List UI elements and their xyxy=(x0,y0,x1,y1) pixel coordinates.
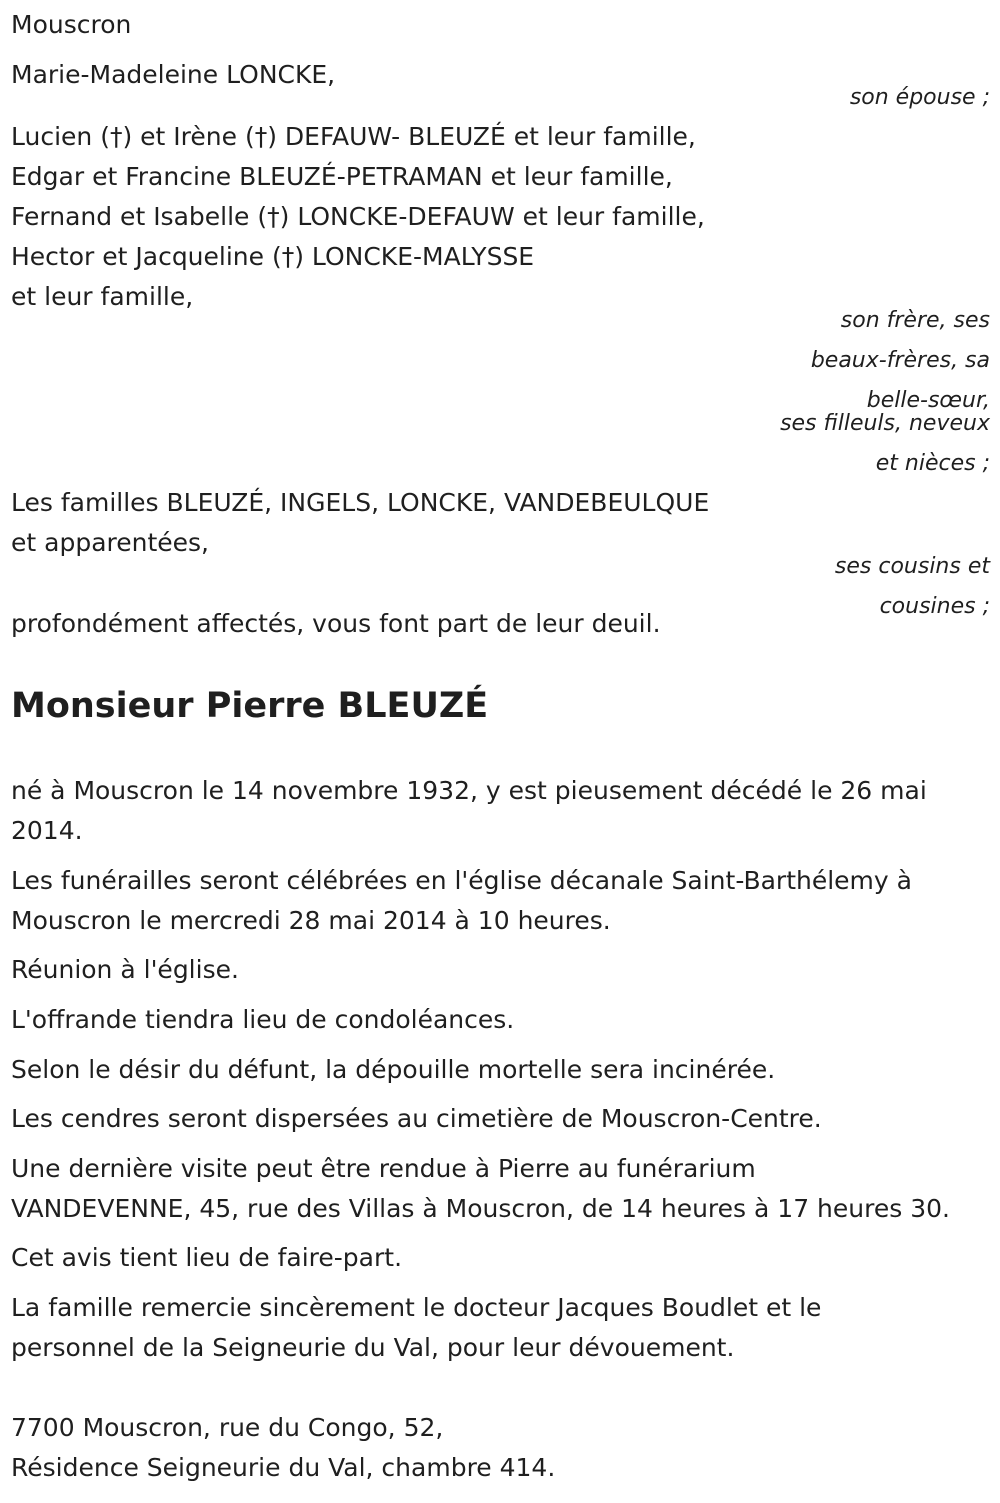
deceased-name: Monsieur Pierre BLEUZÉ xyxy=(11,686,489,726)
meeting-line: Réunion à l'église. xyxy=(11,955,239,984)
family-line-1: Lucien (†) et Irène (†) DEFAUW- BLEUZÉ et leur famille, xyxy=(11,122,696,151)
family-role-4: ses filleuls, neveux xyxy=(780,411,990,436)
relatives-line-1: Les familles BLEUZÉ, INGELS, LONCKE, VANDEBEULQUE xyxy=(11,488,710,517)
closing-intro: profondément affectés, vous font part de leur deuil. xyxy=(11,609,661,638)
spouse-name: Marie-Madeleine LONCKE, xyxy=(11,60,336,89)
relatives-line-2: et apparentées, xyxy=(11,528,209,557)
family-role-1: son frère, ses xyxy=(840,308,990,333)
cross-icon: † xyxy=(281,242,295,271)
relatives-role-2: cousines ; xyxy=(879,594,990,619)
family-role-2: beaux-frères, sa xyxy=(810,348,990,373)
cross-icon: † xyxy=(254,122,268,151)
family-line-2: Edgar et Francine BLEUZÉ-PETRAMAN et leur famille, xyxy=(11,162,673,191)
address-line-2: Résidence Seigneurie du Val, chambre 414. xyxy=(11,1453,556,1482)
cross-icon: † xyxy=(267,202,280,231)
visit-line-1: Une dernière visite peut être rendue à Pierre au funérarium xyxy=(11,1154,756,1183)
city-heading: Mouscron xyxy=(11,10,132,39)
spouse-role: son épouse ; xyxy=(849,85,990,110)
family-line-3: Fernand et Isabelle (†) LONCKE-DEFAUW et leur famille, xyxy=(11,202,705,231)
birth-line-1: né à Mouscron le 14 novembre 1932, y est pieusement décédé le 26 mai xyxy=(11,776,927,805)
cremation-line: Selon le désir du défunt, la dépouille mortelle sera incinérée. xyxy=(11,1055,776,1084)
family-role-3: belle-sœur, xyxy=(866,388,990,413)
thanks-line-1: La famille remercie sincèrement le docteur Jacques Boudlet et le xyxy=(11,1293,822,1322)
funeral-line-2: Mouscron le mercredi 28 mai 2014 à 10 heures. xyxy=(11,906,611,935)
funeral-line-1: Les funérailles seront célébrées en l'église décanale Saint-Barthélemy à xyxy=(11,866,912,895)
thanks-line-2: personnel de la Seigneurie du Val, pour leur dévouement. xyxy=(11,1333,735,1362)
family-role-5: et nièces ; xyxy=(875,451,990,476)
birth-line-2: 2014. xyxy=(11,816,83,845)
address-line-1: 7700 Mouscron, rue du Congo, 52, xyxy=(11,1413,444,1442)
relatives-role-1: ses cousins et xyxy=(834,554,990,579)
family-line-5: et leur famille, xyxy=(11,282,194,311)
notice-line: Cet avis tient lieu de faire-part. xyxy=(11,1243,403,1272)
family-line-4: Hector et Jacqueline (†) LONCKE-MALYSSE xyxy=(11,242,535,271)
offering-line: L'offrande tiendra lieu de condoléances. xyxy=(11,1005,515,1034)
cross-icon: † xyxy=(109,122,123,151)
visit-line-2: VANDEVENNE, 45, rue des Villas à Mouscron, de 14 heures à 17 heures 30. xyxy=(11,1194,950,1223)
ashes-line: Les cendres seront dispersées au cimetière de Mouscron-Centre. xyxy=(11,1104,822,1133)
